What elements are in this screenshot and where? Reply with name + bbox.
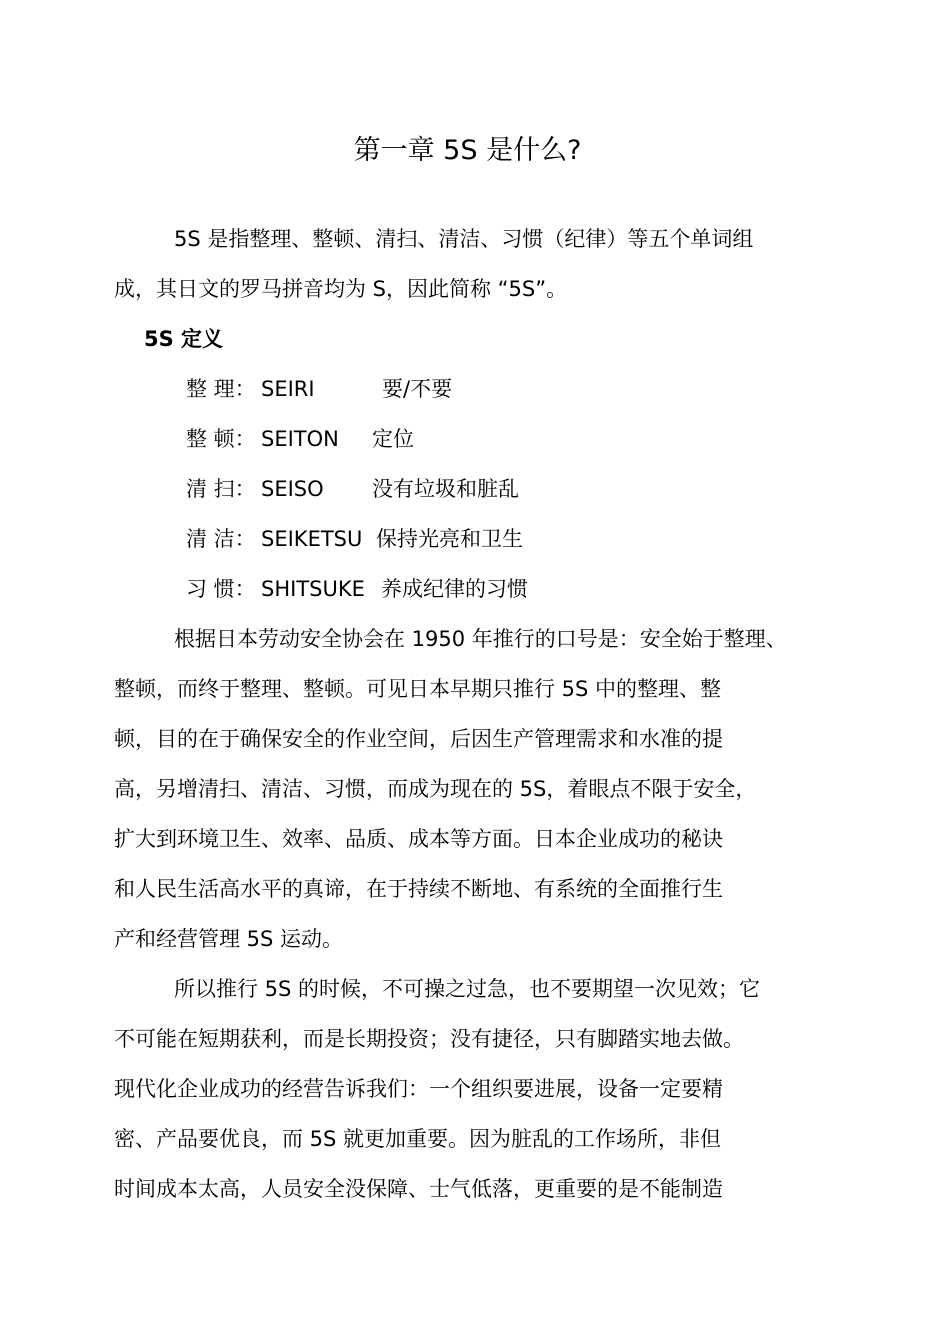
history-line: 根据日本劳动安全协会在 1950 年推行的口号是：安全始于整理、 bbox=[174, 627, 787, 651]
definition-item bbox=[144, 364, 824, 414]
definition-term: 习 惯： bbox=[186, 577, 256, 601]
definition-term: 整 顿： bbox=[186, 427, 256, 451]
intro-line: 成，其日文的罗马拼音均为 S，因此简称 “5S”。 bbox=[114, 277, 568, 301]
definition-item bbox=[144, 564, 824, 614]
practice-line: 所以推行 5S 的时候，不可操之过急，也不要期望一次见效；它 bbox=[174, 977, 761, 1001]
practice-paragraph bbox=[114, 964, 824, 1214]
definition-meaning: 要/不要 bbox=[382, 377, 453, 401]
definition-romaji: SHITSUKE bbox=[261, 577, 365, 601]
definition-meaning: 没有垃圾和脏乱 bbox=[372, 477, 519, 501]
history-line: 顿，目的在于确保安全的作业空间，后因生产管理需求和水准的提 bbox=[114, 727, 723, 751]
definition-romaji: SEISO bbox=[261, 477, 324, 501]
definition-item bbox=[144, 514, 824, 564]
definition-item bbox=[144, 414, 824, 464]
definition-meaning: 定位 bbox=[372, 427, 414, 451]
definition-romaji: SEIRI bbox=[261, 377, 315, 401]
document-body bbox=[114, 214, 824, 1214]
definition-item bbox=[144, 464, 824, 514]
practice-line: 现代化企业成功的经营告诉我们：一个组织要进展，设备一定要精 bbox=[114, 1077, 723, 1101]
definition-romaji: SEIKETSU bbox=[261, 527, 363, 551]
intro-line: 5S 是指整理、整顿、清扫、清洁、习惯（纪律）等五个单词组 bbox=[174, 227, 754, 251]
intro-paragraph bbox=[114, 214, 824, 314]
definition-term: 清 洁： bbox=[186, 527, 256, 551]
history-line: 扩大到环境卫生、效率、品质、成本等方面。日本企业成功的秘诀 bbox=[114, 827, 723, 851]
definition-term: 清 扫： bbox=[186, 477, 256, 501]
history-paragraph bbox=[114, 614, 824, 964]
definition-heading: 5S 定义 bbox=[144, 327, 224, 351]
history-line: 和人民生活高水平的真谛，在于持续不断地、有系统的全面推行生 bbox=[114, 877, 723, 901]
history-line: 产和经营管理 5S 运动。 bbox=[114, 927, 344, 951]
definition-meaning: 保持光亮和卫生 bbox=[376, 527, 523, 551]
definition-romaji: SEITON bbox=[261, 427, 339, 451]
practice-line: 时间成本太高，人员安全没保障、士气低落，更重要的是不能制造 bbox=[114, 1177, 723, 1201]
history-line: 整顿，而终于整理、整顿。可见日本早期只推行 5S 中的整理、整 bbox=[114, 677, 722, 701]
chapter-title: 第一章 5S 是什么? bbox=[353, 135, 582, 166]
definition-term: 整 理： bbox=[186, 377, 256, 401]
history-line: 高，另增清扫、清洁、习惯，而成为现在的 5S，着眼点不限于安全， bbox=[114, 777, 757, 801]
definition-list bbox=[144, 364, 824, 614]
practice-line: 不可能在短期获利，而是长期投资；没有捷径，只有脚踏实地去做。 bbox=[114, 1027, 744, 1051]
definition-meaning: 养成纪律的习惯 bbox=[381, 577, 528, 601]
practice-line: 密、产品要优良，而 5S 就更加重要。因为脏乱的工作场所，非但 bbox=[114, 1127, 722, 1151]
